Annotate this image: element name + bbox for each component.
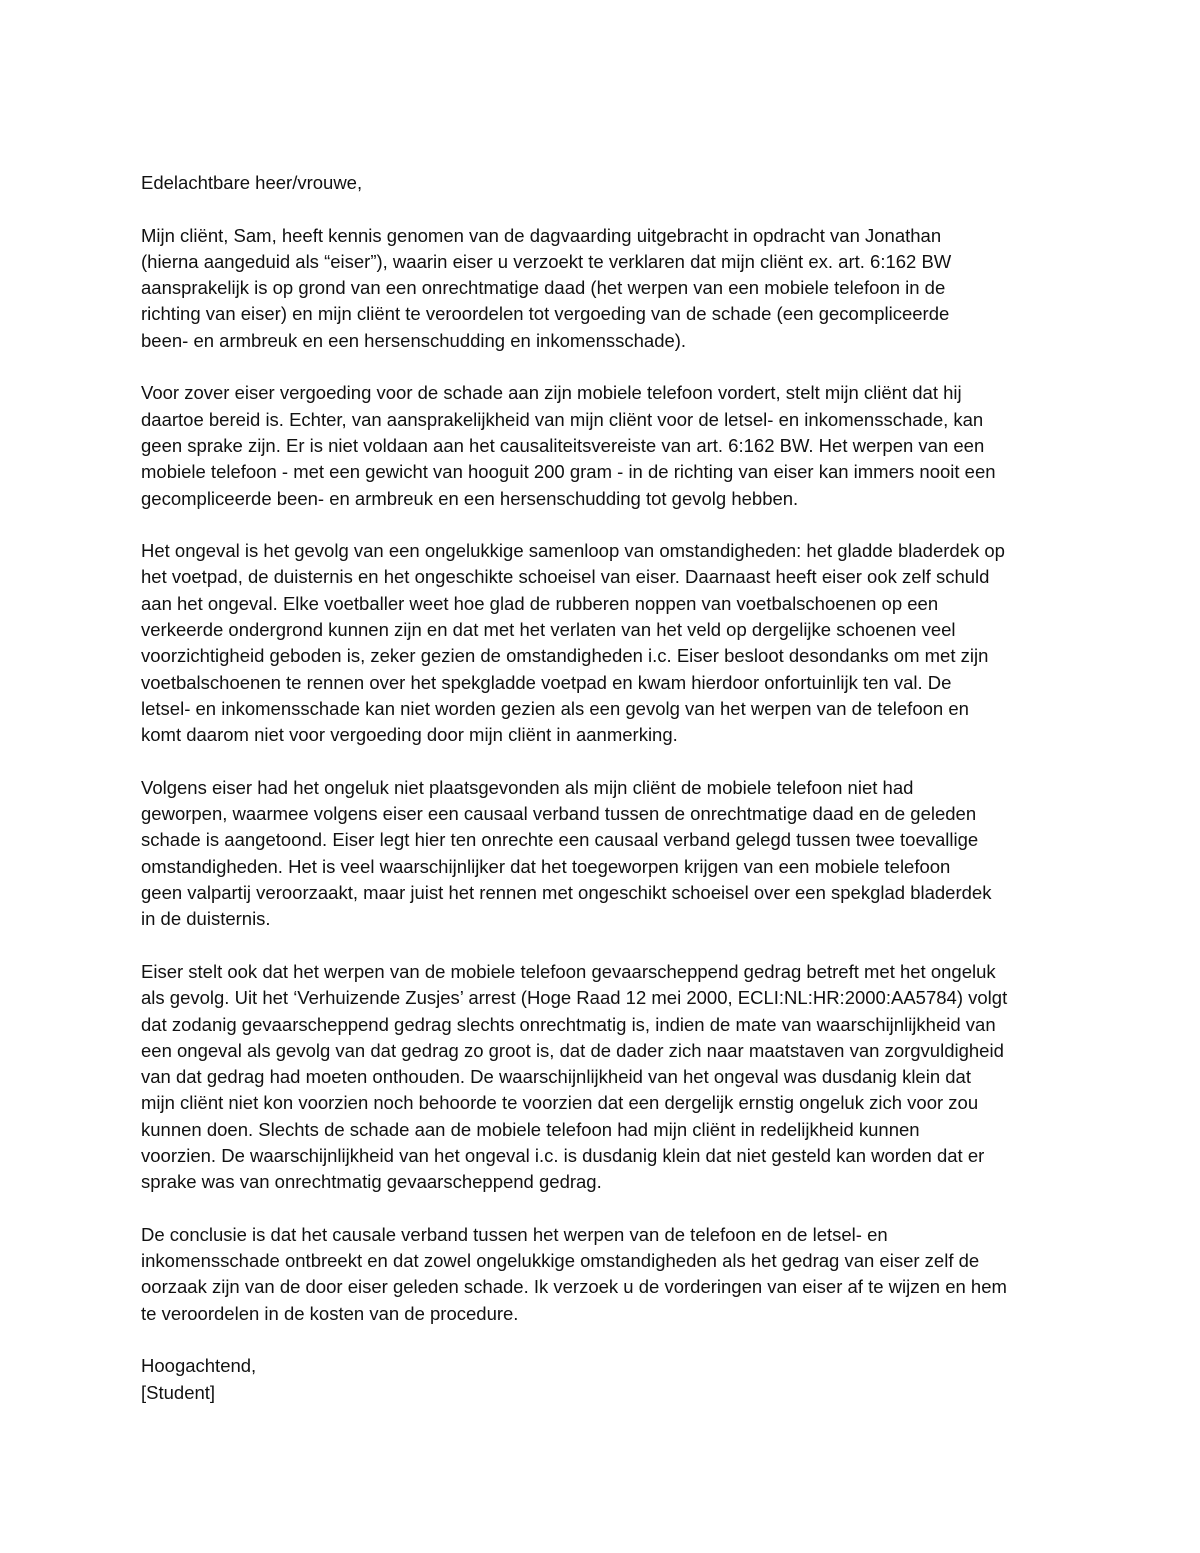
text-line: van dat gedrag had moeten onthouden. De waarschijnlijkheid van het ongeval was dusdanig klein dat xyxy=(141,1066,971,1088)
text-line: Voor zover eiser vergoeding voor de schade aan zijn mobiele telefoon vordert, stelt mijn cliënt dat hij xyxy=(141,382,962,404)
text-line: verkeerde ondergrond kunnen zijn en dat met het verlaten van het veld op dergelijke schoenen veel xyxy=(141,619,956,641)
text-line: voetbalschoenen te rennen over het spekgladde voetpad en kwam hierdoor onfortuinlijk ten val. De xyxy=(141,671,952,693)
text-line: schade is aangetoond. Eiser legt hier ten onrechte een causaal verband gelegd tussen twee toevallige xyxy=(141,829,979,851)
paragraph-dangerous-conduct xyxy=(141,959,1063,1196)
text-line: in de duisternis. xyxy=(141,908,271,930)
text-line: een ongeval als gevolg van dat gedrag zo groot is, dat de dader zich naar maatstaven van zorgvuldigheid xyxy=(141,1039,1004,1061)
text-line: omstandigheden. Het is veel waarschijnlijker dat het toegeworpen krijgen van een mobiele telefoon xyxy=(141,855,951,877)
text-line: been- en armbreuk en een hersenschudding en inkomensschade). xyxy=(141,329,687,351)
salutation-line: Edelachtbare heer/vrouwe, xyxy=(141,172,363,193)
paragraph-circumstances xyxy=(141,538,1063,748)
text-line: richting van eiser) en mijn cliënt te veroordelen tot vergoeding van de schade (een gecompliceerde xyxy=(141,303,950,325)
paragraph-claim-summary xyxy=(141,223,1063,354)
text-line: oorzaak zijn van de door eiser geleden schade. Ik verzoek u de vorderingen van eiser af te wijzen en hem xyxy=(141,1276,1007,1298)
text-line: daartoe bereid is. Echter, van aansprakelijkheid van mijn cliënt voor de letsel- en inkomensschade, kan xyxy=(141,408,984,430)
text-line: Eiser stelt ook dat het werpen van de mobiele telefoon gevaarscheppend gedrag betreft met het ongeluk xyxy=(141,960,996,982)
text-line: geworpen, waarmee volgens eiser een causaal verband tussen de onrechtmatige daad en de geleden xyxy=(141,803,977,825)
text-line: dat zodanig gevaarscheppend gedrag slechts onrechtmatig is, indien de mate van waarschijnlijkheid van xyxy=(141,1013,996,1035)
text-line: mobiele telefoon - met een gewicht van hooguit 200 gram - in de richting van eiser kan immers nooit een xyxy=(141,461,996,483)
closing-block xyxy=(141,1353,1063,1406)
letter-body xyxy=(141,170,1063,1432)
text-line: aansprakelijk is op grond van een onrechtmatige daad (het werpen van een mobiele telefoon in de xyxy=(141,277,946,299)
paragraph-causality-defense xyxy=(141,380,1063,511)
text-line: geen valpartij veroorzaakt, maar juist het rennen met ongeschikt schoeisel over een spekglad bladerdek xyxy=(141,882,992,904)
text-line: kunnen doen. Slechts de schade aan de mobiele telefoon had mijn cliënt in redelijkheid kunnen xyxy=(141,1118,920,1140)
text-line: Mijn cliënt, Sam, heeft kennis genomen van de dagvaarding uitgebracht in opdracht van Jonathan xyxy=(141,224,942,246)
text-line: aan het ongeval. Elke voetballer weet hoe glad de rubberen noppen van voetbalschoenen op een xyxy=(141,592,939,614)
paragraph-conclusion xyxy=(141,1222,1063,1327)
paragraph-csqn-rebuttal xyxy=(141,775,1063,933)
salutation xyxy=(141,170,1063,196)
text-line: letsel- en inkomensschade kan niet worden gezien als een gevolg van het werpen van de telefoon en xyxy=(141,697,969,719)
text-line: als gevolg. Uit het ‘Verhuizende Zusjes’ arrest (Hoge Raad 12 mei 2000, ECLI:NL:HR:2000:AA5784) volgt xyxy=(141,987,1008,1009)
text-line: inkomensschade ontbreekt en dat zowel ongelukkige omstandigheden als het gedrag van eiser zelf de xyxy=(141,1250,980,1272)
text-line: Volgens eiser had het ongeluk niet plaatsgevonden als mijn cliënt de mobiele telefoon niet had xyxy=(141,776,914,798)
closing-line: Hoogachtend, xyxy=(141,1355,257,1377)
text-line: voorzien. De waarschijnlijkheid van het ongeval i.c. is dusdanig klein dat niet gesteld kan worden dat er xyxy=(141,1144,985,1166)
text-line: komt daarom niet voor vergoeding door mijn cliënt in aanmerking. xyxy=(141,724,678,746)
text-line: geen sprake zijn. Er is niet voldaan aan het causaliteitsvereiste van art. 6:162 BW. Het werpen van een xyxy=(141,434,985,456)
text-line: (hierna aangeduid als “eiser”), waarin eiser u verzoekt te verklaren dat mijn cliënt ex. art. 6:162 BW xyxy=(141,250,952,272)
text-line: het voetpad, de duisternis en het ongeschikte schoeisel van eiser. Daarnaast heeft eiser ook zelf schuld xyxy=(141,566,990,588)
text-line: gecompliceerde been- en armbreuk en een hersenschudding tot gevolg hebben. xyxy=(141,487,799,509)
text-line: sprake was van onrechtmatig gevaarscheppend gedrag. xyxy=(141,1171,602,1193)
text-line: De conclusie is dat het causale verband tussen het werpen van de telefoon en de letsel- en xyxy=(141,1223,888,1245)
text-line: voorzichtigheid geboden is, zeker gezien de omstandigheden i.c. Eiser besloot desondanks om met zijn xyxy=(141,645,989,667)
text-line: Het ongeval is het gevolg van een ongelukkige samenloop van omstandigheden: het gladde bladerdek op xyxy=(141,540,1005,562)
text-line: te veroordelen in de kosten van de procedure. xyxy=(141,1302,519,1324)
signature-line: [Student] xyxy=(141,1381,216,1403)
text-line: mijn cliënt niet kon voorzien noch behoorde te voorzien dat een dergelijk ernstig ongeluk zich voor zou xyxy=(141,1092,979,1114)
